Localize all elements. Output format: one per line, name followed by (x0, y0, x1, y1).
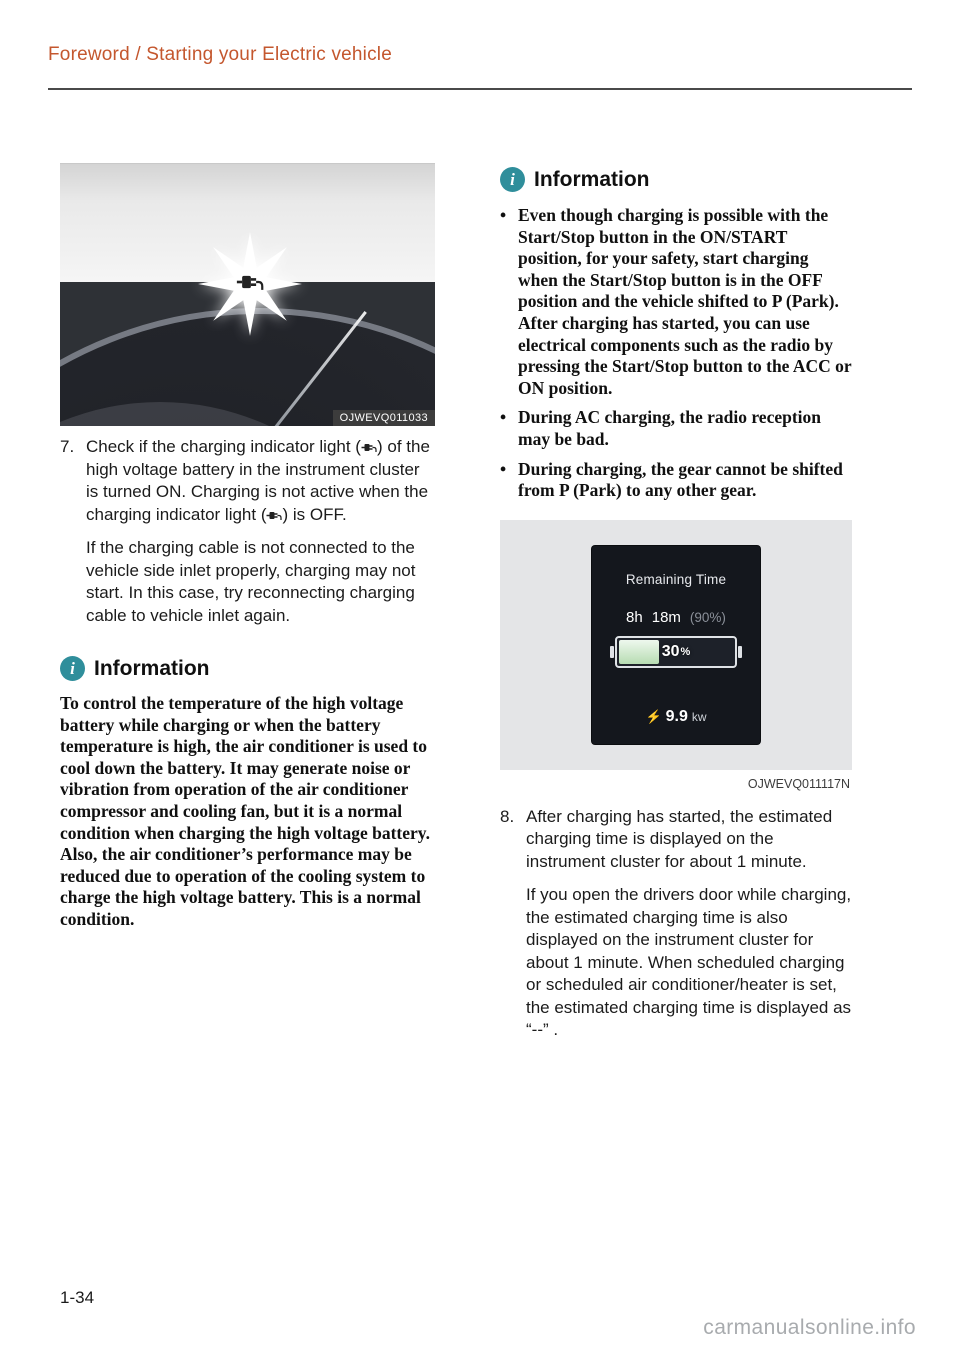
bullet-marker: • (500, 458, 507, 479)
breadcrumb: Foreword / Starting your Electric vehicle (48, 44, 392, 65)
charging-indicator-icon (361, 437, 377, 456)
bullet-item (500, 459, 852, 502)
info-icon (60, 656, 85, 681)
list-item-8 (500, 806, 852, 1042)
lightning-bolt-icon: ⚡ (645, 708, 662, 724)
battery-body (615, 636, 737, 668)
info-icon-glyph: i (510, 169, 515, 189)
bullet-marker: • (500, 407, 507, 428)
bullet-text: During charging, the gear cannot be shifted from P (Park) to any other gear. (518, 458, 843, 501)
item7-text-c: ) is OFF. (282, 504, 347, 524)
information-heading-right (500, 167, 852, 192)
list-item-7 (60, 436, 435, 627)
minutes-value: 18m (651, 608, 681, 626)
power-unit: kw (691, 709, 707, 724)
information-title: Information (94, 656, 210, 680)
battery-terminal-left (610, 646, 614, 658)
item7-text-b: ) of the high voltage battery in the instrument cluster is turned ON. Charging is not active when the charging indicator light ( (86, 437, 430, 524)
figure-cluster-photo (60, 163, 435, 426)
battery-gauge (610, 636, 742, 668)
item7-paragraph-1 (86, 436, 435, 526)
item7-body (86, 436, 435, 627)
battery-percent-label (617, 638, 735, 666)
information-heading-left (60, 656, 435, 681)
screen-title: Remaining Time (625, 571, 727, 587)
bullet-item (500, 407, 852, 450)
watermark: carmanualsonline.info (703, 1316, 916, 1339)
figure2-caption: OJWEVQ011117N (747, 776, 850, 791)
figure-remaining-time (500, 520, 852, 770)
power-value: 9.9 (665, 707, 688, 725)
item8-body (526, 806, 852, 1042)
power-row (645, 708, 706, 726)
item8-paragraph-1: After charging has started, the estimated charging time is displayed on the instrument cluster for about 1 minute. (526, 806, 833, 871)
percent-target: (90%) (689, 609, 726, 625)
list-number: 7. (60, 437, 75, 456)
charging-plug-icon (236, 272, 264, 292)
hours-value: 8h (626, 608, 643, 626)
item7-text-a: Check if the charging indicator light ( (86, 437, 361, 456)
bullet-text: Even though charging is possible with the Start/Stop button in the ON/START position, for your safety, start charging when the Start/Stop button is in the OFF position and the vehicle shifted to P (Park). After charging has started, you can use electrical components such as the radio by pressing the Start/Stop button to the ACC or ON position. (518, 205, 852, 398)
item8-paragraph-2: If you open the drivers door while charging, the estimated charging time is also displayed on the instrument cluster for about 1 minute. When scheduled charging or scheduled air conditioner/heater is set, the estimated charging time is displayed as “--” . (526, 885, 852, 1040)
battery-percent-symbol: % (680, 645, 691, 658)
header-rule (48, 88, 912, 90)
info-icon-glyph: i (70, 658, 75, 678)
right-column (500, 163, 852, 1042)
battery-percent-value: 30 (661, 642, 680, 660)
information-title: Information (534, 167, 650, 191)
info-icon (500, 167, 525, 192)
time-row (626, 609, 726, 626)
figure1-caption: OJWEVQ011033 (333, 410, 435, 426)
charging-indicator-icon (266, 505, 282, 524)
information-body-left: To control the temperature of the high voltage battery while charging or when the battery temperature is high, the air conditioner is used to cool down the battery. It may generate noise or vibration from operation of the air conditioner compressor and cooling fan, but it is a normal condition when charging the high voltage battery. Also, the air conditioner’s performance may be reduced due to operation of the cooling system to charge the high voltage battery. This is a normal condition. (60, 693, 430, 929)
cluster-screen (592, 546, 760, 744)
list-number: 8. (500, 806, 515, 826)
bullet-item (500, 205, 852, 399)
item7-paragraph-2: If the charging cable is not connected to the vehicle side inlet properly, charging may not start. In this case, try reconnecting charging cable to vehicle inlet again. (86, 538, 416, 625)
bullet-marker: • (500, 205, 507, 225)
page-number: 1-34 (60, 1288, 95, 1307)
bullet-text: During AC charging, the radio reception may be bad. (518, 407, 822, 449)
information-bullet-list (500, 205, 852, 502)
left-column (60, 163, 435, 931)
battery-terminal-right (738, 646, 742, 658)
